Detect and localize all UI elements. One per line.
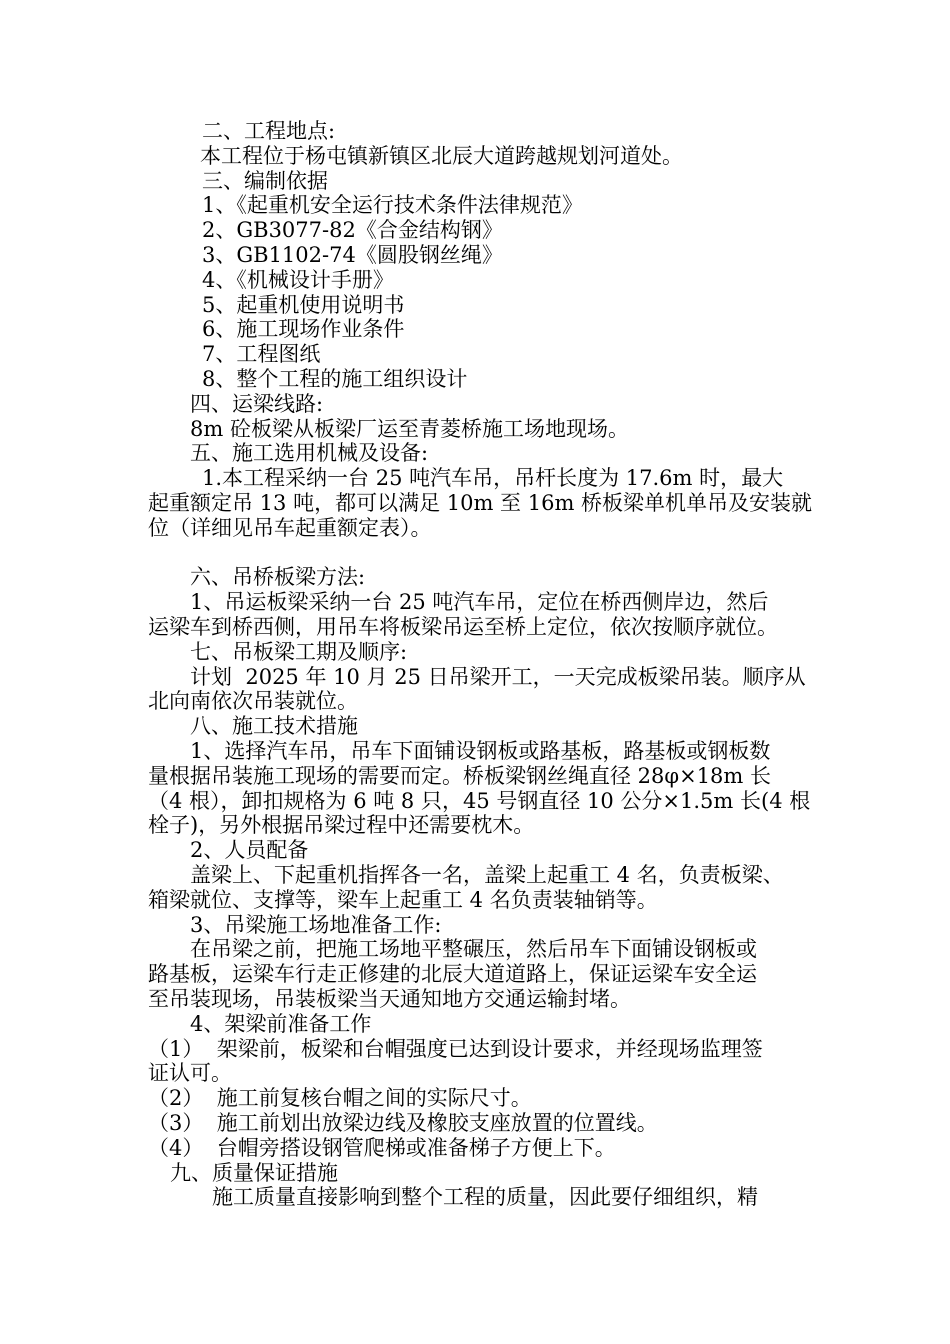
list-item: 5、起重机使用说明书	[202, 292, 405, 317]
list-item: 2、GB3077-82《合金结构钢》	[202, 218, 503, 243]
subheading-pre-erection: 4、架梁前准备工作	[190, 1011, 372, 1036]
paragraph-line: 起重额定吊 13 吨，都可以满足 10m 至 16m 桥板梁单机单吊及安装就	[148, 491, 813, 515]
paragraph-line: 箱梁就位、支撑等，梁车上起重工 4 名负责装轴销等。	[148, 887, 658, 912]
heading-schedule: 七、吊板梁工期及顺序:	[190, 639, 408, 664]
heading-method: 六、吊桥板梁方法:	[190, 565, 366, 590]
paragraph-line: 施工质量直接影响到整个工程的质量，因此要仔细组织，精	[212, 1185, 758, 1210]
list-item: 3、GB1102-74《圆股钢丝绳》	[202, 243, 503, 267]
subheading-staffing: 2、人员配备	[190, 838, 309, 863]
list-item: 1、《起重机安全运行技术条件法律规范》	[202, 193, 583, 218]
list-item: 8、整个工程的施工组织设计	[202, 367, 468, 391]
paragraph-line: 在吊梁之前，把施工场地平整碾压，然后吊车下面铺设钢板或	[190, 937, 757, 962]
paragraph-line: 本工程位于杨屯镇新镇区北辰大道跨越规划河道处。	[200, 143, 683, 168]
paragraph-line: 路基板，运梁车行走正修建的北辰大道道路上，保证运梁车安全运	[148, 962, 757, 987]
heading-location: 二、工程地点:	[202, 119, 336, 143]
heading-route: 四、运梁线路:	[190, 391, 324, 416]
paragraph-line: 1、选择汽车吊，吊车下面铺设钢板或路基板，路基板或钢板数	[190, 739, 771, 763]
numbered-item: （4） 台帽旁搭设钢管爬梯或准备梯子方便上下。	[148, 1135, 616, 1160]
subheading-site-preparation: 3、吊梁施工场地准备工作:	[190, 912, 442, 937]
paragraph-line: 1、吊运板梁采纳一台 25 吨汽车吊，定位在桥西侧岸边，然后	[190, 590, 769, 615]
heading-equipment: 五、施工选用机械及设备:	[190, 441, 429, 466]
numbered-item: （1） 架梁前，板梁和台帽强度已达到设计要求，并经现场监理签	[148, 1036, 763, 1061]
paragraph-line: 证认可。	[148, 1061, 232, 1086]
heading-basis: 三、编制依据	[202, 168, 328, 193]
paragraph-line: 量根据吊装施工现场的需要而定。桥板梁钢丝绳直径 28φ×18m 长	[148, 763, 772, 788]
paragraph-line: 位（详细见吊车起重额定表）。	[148, 515, 432, 540]
paragraph-line: 栓子)，另外根据吊梁过程中还需要枕木。	[148, 813, 535, 838]
paragraph-line: 计划 2025 年 10 月 25 日吊梁开工，一天完成板梁吊装。顺序从	[190, 664, 806, 689]
paragraph-line: 至吊装现场，吊装板梁当天通知地方交通运输封堵。	[148, 987, 631, 1011]
paragraph-line: 运梁车到桥西侧，用吊车将板梁吊运至桥上定位，依次按顺序就位。	[148, 615, 778, 639]
paragraph-line: 盖梁上、下起重机指挥各一名，盖梁上起重工 4 名，负责板梁、	[190, 863, 784, 887]
list-item: 7、工程图纸	[202, 342, 321, 367]
paragraph-line: 北向南依次吊装就位。	[148, 689, 358, 714]
heading-technical-measures: 八、施工技术措施	[190, 714, 358, 739]
list-item: 6、施工现场作业条件	[202, 317, 405, 342]
numbered-item: （3） 施工前划出放梁边线及橡胶支座放置的位置线。	[148, 1111, 658, 1135]
paragraph-line: （4 根），卸扣规格为 6 吨 8 只，45 号钢直径 10 公分×1.5m 长(4 根	[148, 788, 811, 813]
paragraph-line: 1.本工程采纳一台 25 吨汽车吊，吊杆长度为 17.6m 时，最大	[202, 466, 784, 491]
list-item: 4、《机械设计手册》	[202, 267, 394, 292]
numbered-item: （2） 施工前复核台帽之间的实际尺寸。	[148, 1086, 532, 1111]
heading-quality: 九、质量保证措施	[170, 1160, 338, 1185]
paragraph-line: 8m 砼板梁从板梁厂运至青菱桥施工场地现场。	[190, 416, 629, 441]
